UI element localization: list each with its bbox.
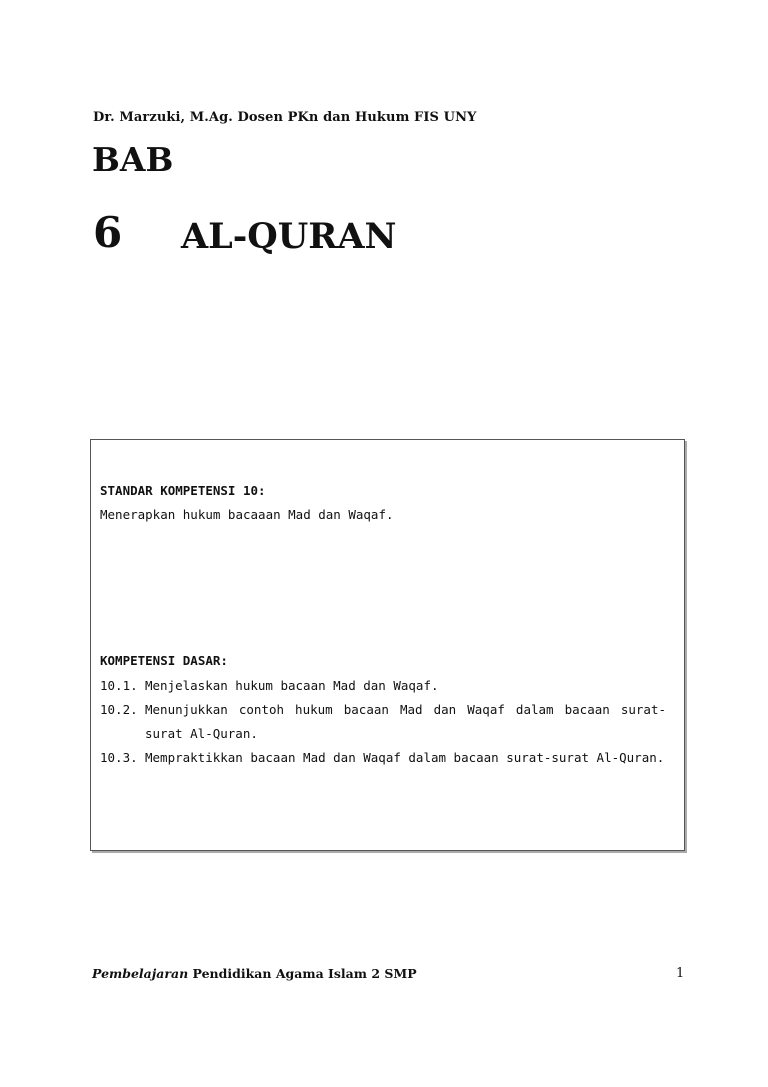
chapter-number: 6 bbox=[93, 208, 123, 257]
basic-competency-number: 10.2. bbox=[100, 702, 138, 717]
standard-competency-heading: STANDAR KOMPETENSI 10: bbox=[100, 483, 266, 498]
footer-book-rest: Pendidikan Agama Islam 2 SMP bbox=[188, 966, 417, 981]
basic-competency-item bbox=[100, 674, 666, 698]
header-author: Dr. Marzuki, M.Ag. Dosen PKn dan Hukum FIS UNY bbox=[93, 110, 477, 125]
chapter-label: BAB bbox=[92, 140, 174, 179]
basic-competency-text: Mempraktikkan bacaan Mad dan Waqaf dalam bacaan surat-surat Al-Quran. bbox=[145, 750, 665, 765]
footer-book-title bbox=[92, 966, 417, 981]
basic-competency-text: Menunjukkan contoh hukum bacaan Mad dan Waqaf dalam bacaan surat-surat Al-Quran. bbox=[145, 702, 666, 741]
basic-competency-item bbox=[100, 746, 666, 770]
page-number: 1 bbox=[676, 966, 685, 981]
chapter-title: AL-QURAN bbox=[181, 216, 397, 257]
competency-box bbox=[90, 439, 685, 851]
footer-italic-word: Pembelajaran bbox=[92, 966, 189, 981]
basic-competency-item bbox=[100, 698, 666, 746]
basic-competency-number: 10.1. bbox=[100, 678, 138, 693]
basic-competency-number: 10.3. bbox=[100, 750, 138, 765]
basic-competency-text: Menjelaskan hukum bacaan Mad dan Waqaf. bbox=[145, 678, 439, 693]
standard-competency-text: Menerapkan hukum bacaaan Mad dan Waqaf. bbox=[100, 507, 394, 522]
basic-competency-heading: KOMPETENSI DASAR: bbox=[100, 653, 228, 668]
